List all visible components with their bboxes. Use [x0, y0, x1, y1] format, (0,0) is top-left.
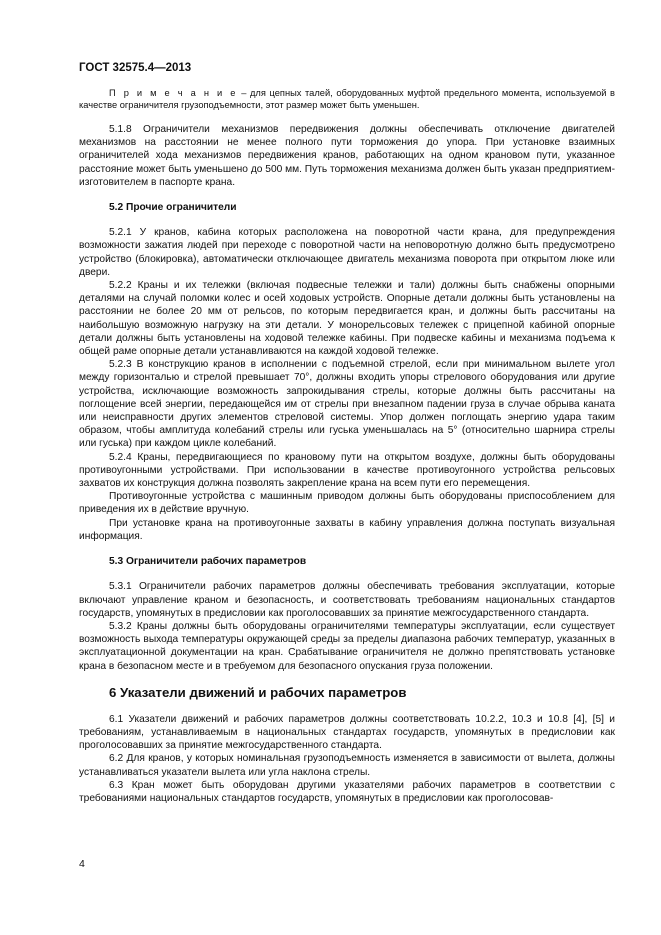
paragraph-5-2-4-visual: При установке крана на противоугонные захваты в кабину управления должна поступать визуальная информация.: [79, 517, 615, 542]
note-paragraph: [79, 87, 615, 111]
paragraph-5-1-8: 5.1.8 Ограничители механизмов передвижения должны обеспечивать отключение двигателей механизмов на расстоянии не менее полного пути торможения до упора. При установке взаимных ограничителей хода механизмов передвижения кранов, работающих на одном крановом пути, указанное расстояние может быть уменьшено до 500 мм. Путь торможения механизма должен быть указан предприятием-изготовителем в паспорте крана.: [79, 124, 615, 188]
section-heading-5-3: 5.3 Ограничители рабочих параметров: [109, 556, 307, 568]
paragraph-5-2-2: 5.2.2 Краны и их тележки (включая подвесные тележки и тали) должны быть снабжены опорными деталями на случай поломки колес и осей ходовых устройств. Опорные детали должны быть установлены на расстоянии не более 20 мм от рельсов, по которым передвигается кран, и должны быть рассчитаны на наибольшую возможную нагрузку на эти детали. У монорельсовых тележек с прицепной кабиной опорные детали должны быть установлены на ходовой тележке кабины. При подвеске кабины и механизма подъема к общей раме опорные детали устанавливаются на каждой ходовой тележке.: [79, 280, 615, 358]
paragraph-6-1: 6.1 Указатели движений и рабочих параметров должны соответствовать 10.2.2, 10.3 и 10.8 [4], [5] и требованиям, устанавливаемым в национальных стандартах государств, упомянутых в предисловии как проголосовавших за принятие межгосударственного стандарта.: [79, 713, 615, 752]
paragraph-6-2: 6.2 Для кранов, у которых номинальная грузоподъемность изменяется в зависимости от вылета, должны устанавливаться указатели вылета или угла наклона стрелы.: [79, 753, 615, 778]
paragraph-5-3-1: 5.3.1 Ограничители рабочих параметров должны обеспечивать требования эксплуатации, которые включают управление краном и безопасность, и соответствовать требованиям национальных стандартов государств, упомянутых в предисловии как проголосовавших за принятие межгосударственного стандарта.: [79, 581, 615, 619]
paragraph-5-2-1: 5.2.1 У кранов, кабина которых расположена на поворотной части крана, для предупреждения возможности зажатия людей при переходе с поворотной части на неповоротную должно быть предусмотрено устройство (блокировка), автоматически отключающее двигатель механизма поворота при открытом люке или двери.: [79, 227, 615, 278]
paragraph-6-3: 6.3 Кран может быть оборудован другими указателями рабочих параметров в соответствии с требованиями национальных стандартов государств, упомянутых в предисловии как проголосовав-: [79, 779, 615, 804]
section-heading-5-2: 5.2 Прочие ограничители: [109, 202, 237, 214]
note-label: П р и м е ч а н и е: [109, 88, 238, 98]
paragraph-5-2-4: 5.2.4 Краны, передвигающиеся по крановому пути на открытом воздухе, должны быть оборудованы противоугонными устройствами. При использовании в качестве противоугонного устройства рельсовых захватов их конструкция должна позволять закрепление крана на всем пути его перемещения.: [79, 451, 615, 490]
page-number: 4: [79, 858, 85, 870]
paragraph-5-2-3: 5.2.3 В конструкцию кранов в исполнении с подъемной стрелой, если при минимальном вылете угол между горизонталью и стрелой превышает 70°, должны входить упоры стрелового оборудования или другие устройства, исключающие возможность запрокидывания стрелы, которые должны быть рассчитаны на поглощение всей энергии, передающейся им от стрелы при внезапном падении груза в случае обрыва каната или неисправности других элементов стреловой системы. Упор должен поглощать энергию удара таким образом, чтобы амплитуда колебаний стрелы или гуська уменьшалась на 5° (относительно шарнира стрелы или гуська) при каждом цикле колебаний.: [79, 359, 615, 450]
note-text: – для цепных талей, оборудованных муфтой предельного момента, используемой в качестве ограничителя грузоподъемности, этот размер может быть уменьшен.: [79, 88, 615, 110]
section-heading-6: 6 Указатели движений и рабочих параметров: [109, 684, 407, 700]
document-body: [79, 87, 615, 805]
paragraph-5-3-2: 5.3.2 Краны должны быть оборудованы ограничителями температуры эксплуатации, если существует возможность выхода температуры окружающей среды за пределы диапазона рабочих температур, указанных в эксплуатационной документации на кран. Срабатывание ограничителя не должно препятствовать установке крана в безопасном месте и в требуемом для безопасного опускания груза положении.: [79, 620, 615, 672]
paragraph-5-2-4-manual: Противоугонные устройства с машинным приводом должны быть оборудованы приспособлением для приведения их в действие вручную.: [79, 491, 615, 516]
document-header: ГОСТ 32575.4—2013: [79, 62, 192, 74]
